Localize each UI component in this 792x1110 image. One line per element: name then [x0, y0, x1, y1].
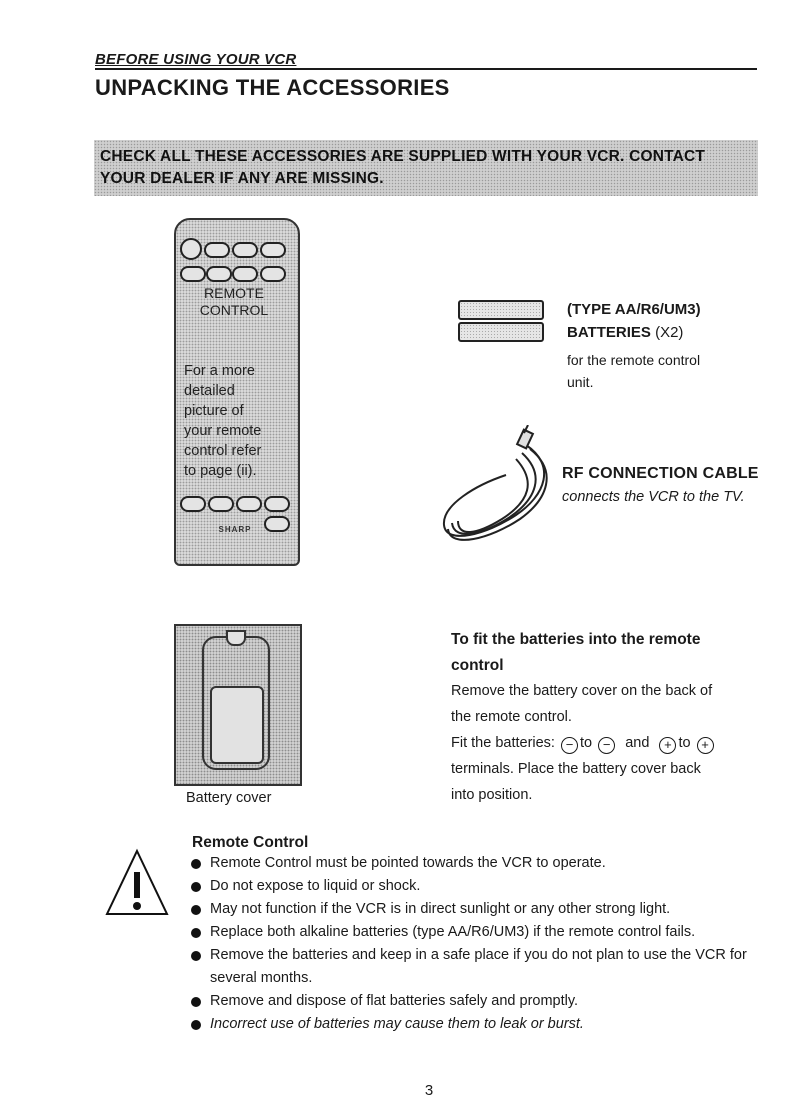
fit-title-line: To fit the batteries into the remote — [451, 631, 701, 648]
section-label: BEFORE USING YOUR VCR — [95, 51, 297, 68]
to-word: to — [678, 735, 691, 751]
note-line: your remote — [184, 423, 262, 439]
fit-batteries-title — [451, 627, 761, 679]
notice-line-1: CHECK ALL THESE ACCESSORIES ARE SUPPLIED WITH YOUR VCR. CONTACT — [100, 148, 706, 165]
fit-prefix: Fit the batteries: — [451, 735, 555, 751]
notice-line-2: YOUR DEALER IF ANY ARE MISSING. — [100, 170, 384, 187]
bullet-icon — [191, 928, 201, 938]
remote-button-icon — [260, 266, 286, 282]
battery-type: (TYPE AA/R6/UM3) — [567, 301, 701, 318]
battery-description — [567, 349, 767, 393]
list-item-text: Replace both alkaline batteries (type AA/R6/UM3) if the remote control fails. — [210, 924, 696, 940]
list-item — [190, 921, 760, 944]
remote-brand-label: SHARP — [218, 525, 252, 534]
battery-description-line: unit. — [567, 374, 594, 390]
battery-description-line: for the remote control — [567, 352, 701, 368]
bullet-icon — [191, 882, 201, 892]
warning-icon — [104, 848, 170, 918]
remote-title-line: CONTROL — [199, 302, 269, 318]
fit-body-line — [451, 730, 761, 756]
fit-batteries-body — [451, 678, 761, 808]
battery-icon — [458, 322, 544, 342]
remote-control-notes-list — [190, 852, 760, 1036]
bullet-icon — [191, 997, 201, 1007]
remote-button-icon — [264, 496, 290, 512]
note-line: picture of — [184, 403, 244, 419]
remote-button-icon — [232, 266, 258, 282]
remote-button-icon — [180, 266, 206, 282]
list-item-text: Remove the batteries and keep in a safe place if you do not plan to use the VCR for several months. — [210, 947, 747, 986]
remote-title-line: REMOTE — [204, 285, 264, 301]
remote-button-icon — [208, 496, 234, 512]
remote-control-notes-title: Remote Control — [192, 834, 309, 851]
remote-illustration-title — [186, 285, 282, 319]
battery-name-line — [567, 324, 683, 341]
notice-text — [100, 146, 750, 190]
battery-icon — [458, 300, 544, 320]
rf-cable-icon — [436, 425, 566, 555]
list-item — [190, 852, 760, 875]
rf-cable-description: connects the VCR to the TV. — [562, 489, 745, 505]
remote-illustration-note — [184, 361, 290, 481]
page-number: 3 — [424, 1082, 434, 1099]
remote-button-icon — [180, 496, 206, 512]
battery-name: BATTERIES — [567, 324, 651, 341]
note-line: control refer — [184, 443, 262, 459]
list-item — [190, 898, 760, 921]
battery-quantity: (X2) — [655, 324, 684, 341]
fit-body-line: Remove the battery cover on the back of — [451, 683, 713, 699]
list-item-text: Remove and dispose of flat batteries safely and promptly. — [210, 993, 579, 1009]
fit-body-line: the remote control. — [451, 709, 572, 725]
fit-body-line: into position. — [451, 787, 533, 803]
minus-terminal-icon: − — [598, 737, 615, 754]
battery-cover-illustration — [174, 624, 302, 786]
fit-body-line: terminals. Place the battery cover back — [451, 761, 701, 777]
bullet-icon — [191, 1020, 201, 1030]
bullet-icon — [191, 905, 201, 915]
page-title: UNPACKING THE ACCESSORIES — [95, 75, 450, 100]
bullet-icon — [191, 951, 201, 961]
to-word: to — [580, 735, 593, 751]
cover-panel — [210, 686, 264, 764]
and-word: and — [625, 735, 650, 751]
list-item-text: Remote Control must be pointed towards the VCR to operate. — [210, 855, 606, 871]
list-item — [190, 1013, 760, 1036]
fit-title-line: control — [451, 657, 504, 674]
remote-button-icon — [236, 496, 262, 512]
list-item — [190, 990, 760, 1013]
cover-tab — [226, 630, 246, 646]
rf-cable-title: RF CONNECTION CABLE — [562, 465, 759, 482]
note-line: For a more — [184, 363, 255, 379]
plus-terminal-icon: + — [659, 737, 676, 754]
note-line: detailed — [184, 383, 235, 399]
battery-cover-caption: Battery cover — [186, 790, 272, 806]
remote-button-icon — [206, 266, 232, 282]
list-item-text: Incorrect use of batteries may cause them to leak or burst. — [210, 1016, 584, 1032]
note-line: to page (ii). — [184, 463, 257, 479]
plus-terminal-icon: + — [697, 737, 714, 754]
header-rule — [95, 68, 757, 70]
minus-terminal-icon: − — [561, 737, 578, 754]
list-item-text: May not function if the VCR is in direct sunlight or any other strong light. — [210, 901, 671, 917]
list-item — [190, 875, 760, 898]
list-item — [190, 944, 760, 990]
remote-button-icon — [260, 242, 286, 258]
power-button-icon — [180, 238, 202, 260]
list-item-text: Do not expose to liquid or shock. — [210, 878, 421, 894]
remote-button-icon — [232, 242, 258, 258]
bullet-icon — [191, 859, 201, 869]
remote-button-icon — [204, 242, 230, 258]
